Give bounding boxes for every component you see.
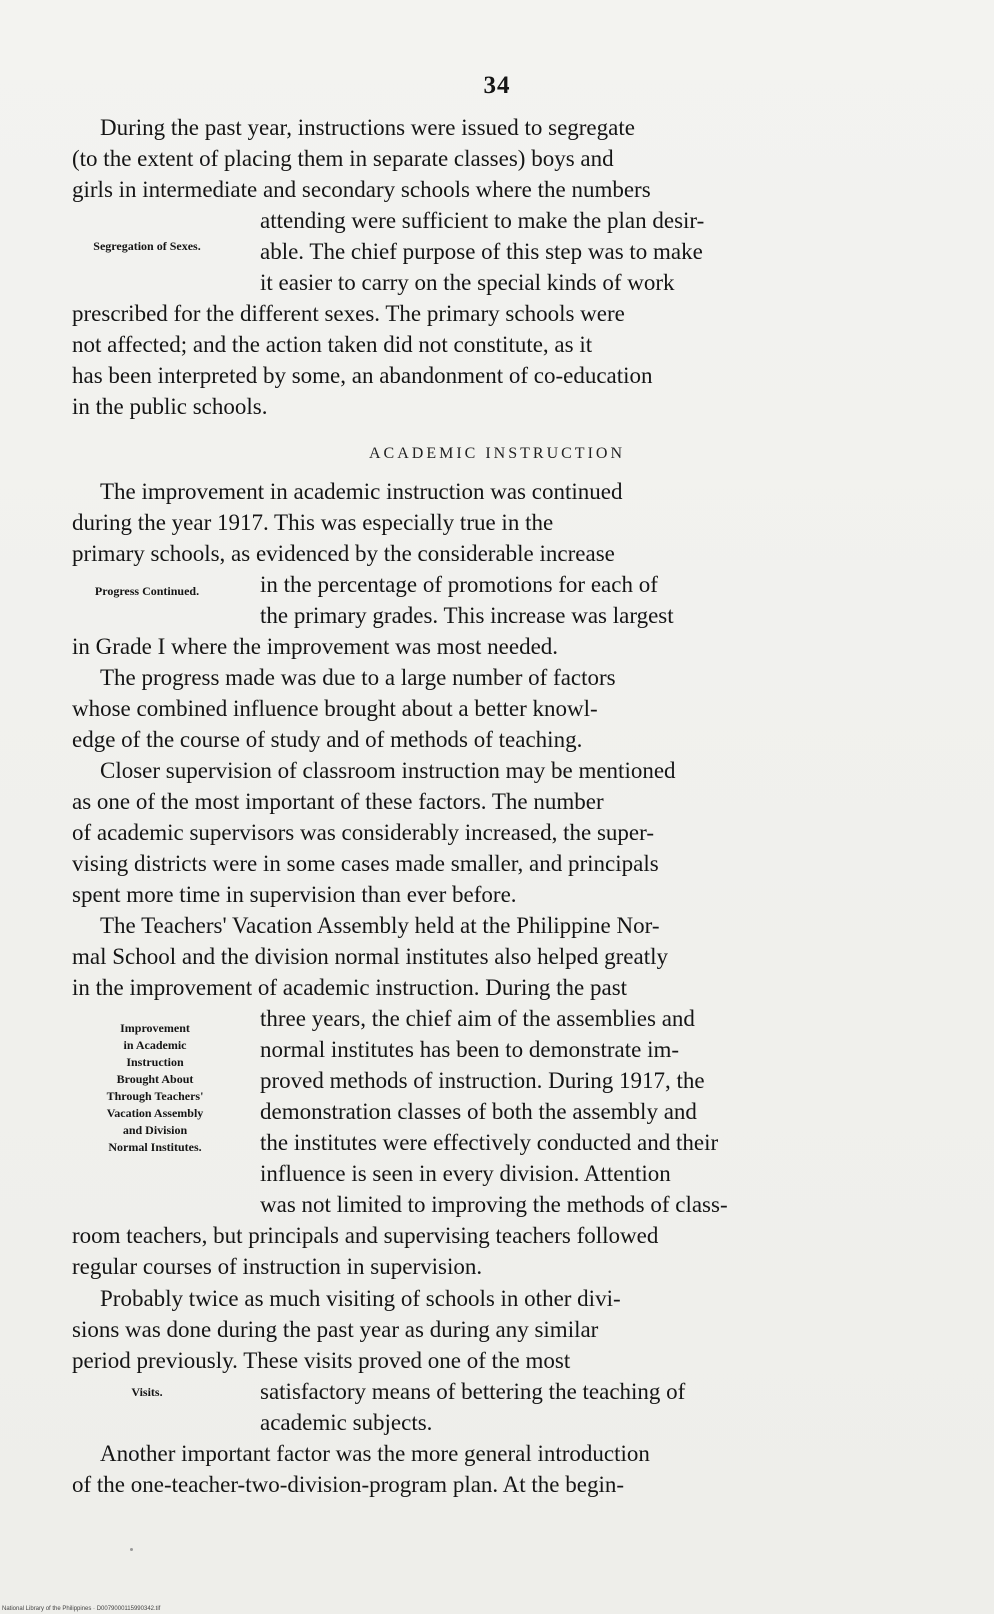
progress-paragraph (72, 476, 924, 662)
supervision-line-2: as one of the most important of these factors. The number (72, 789, 604, 814)
assembly-line-4: three years, the chief aim of the assemblies and (260, 1006, 695, 1031)
margin-note-assembly (80, 1020, 230, 1156)
segregation-line-4: attending were sufficient to make the plan desir- (260, 208, 705, 233)
closing-line-2: of the one-teacher-two-division-program plan. At the begin- (72, 1472, 624, 1497)
margin-note-assembly-line-6: Vacation Assembly (106, 1106, 204, 1120)
segregation-line-3: girls in intermediate and secondary schools where the numbers (72, 177, 651, 202)
margin-note-assembly-line-3: Instruction (126, 1055, 184, 1069)
assembly-line-1: The Teachers' Vacation Assembly held at the Philippine Nor- (100, 913, 660, 938)
section-heading: ACADEMIC INSTRUCTION (369, 445, 625, 462)
segregation-paragraph (72, 112, 924, 422)
margin-note-assembly-line-4: Brought About (116, 1072, 194, 1086)
closing-paragraph (72, 1438, 924, 1500)
margin-note-assembly-line-7: and Division (122, 1123, 188, 1137)
assembly-line-10: was not limited to improving the methods of class- (260, 1192, 728, 1217)
factors-line-3: edge of the course of study and of methods of teaching. (72, 727, 583, 752)
factors-line-1: The progress made was due to a large number of factors (100, 665, 616, 690)
visits-line-4: satisfactory means of bettering the teaching of (260, 1379, 686, 1404)
segregation-line-7: prescribed for the different sexes. The primary schools were (72, 301, 625, 326)
assembly-line-11: room teachers, but principals and supervising teachers followed (72, 1223, 659, 1248)
segregation-line-5: able. The chief purpose of this step was to make (260, 239, 703, 264)
page-number: 34 (483, 72, 511, 99)
assembly-line-2: mal School and the division normal institutes also helped greatly (72, 944, 668, 969)
factors-paragraph (72, 662, 924, 755)
segregation-line-10: in the public schools. (72, 394, 268, 419)
progress-line-3: primary schools, as evidenced by the considerable increase (72, 541, 615, 566)
margin-note-visits: Visits. (131, 1385, 163, 1399)
progress-line-6: in Grade I where the improvement was most needed. (72, 634, 559, 659)
supervision-paragraph (72, 755, 924, 910)
progress-line-2: during the year 1917. This was especially true in the (72, 510, 554, 535)
segregation-line-2: (to the extent of placing them in separate classes) boys and (72, 146, 614, 171)
scan-footer: National Library of the Philippines · D0079000115990342.tif (2, 1606, 161, 1612)
supervision-line-4: vising districts were in some cases made smaller, and principals (72, 851, 659, 876)
assembly-line-3: in the improvement of academic instruction. During the past (72, 975, 628, 1000)
assembly-line-7: demonstration classes of both the assembly and (260, 1099, 697, 1124)
visits-line-3: period previously. These visits proved one of the most (72, 1348, 571, 1373)
segregation-line-1: During the past year, instructions were issued to segregate (100, 115, 635, 140)
visits-line-2: sions was done during the past year as during any similar (72, 1317, 599, 1342)
assembly-line-5: normal institutes has been to demonstrate im- (260, 1037, 680, 1062)
assembly-line-12: regular courses of instruction in supervision. (72, 1254, 483, 1279)
progress-line-5: the primary grades. This increase was largest (260, 603, 674, 628)
margin-note-segregation: Segregation of Sexes. (93, 239, 201, 253)
progress-line-1: The improvement in academic instruction was continued (100, 479, 623, 504)
progress-line-4: in the percentage of promotions for each of (260, 572, 658, 597)
supervision-line-1: Closer supervision of classroom instruction may be mentioned (100, 758, 676, 783)
segregation-line-8: not affected; and the action taken did not constitute, as it (72, 332, 593, 357)
margin-note-assembly-line-1: Improvement (120, 1021, 190, 1035)
factors-line-2: whose combined influence brought about a better knowl- (72, 696, 598, 721)
margin-note-assembly-line-2: in Academic (123, 1038, 187, 1052)
margin-note-assembly-line-8: Normal Institutes. (108, 1140, 202, 1154)
closing-line-1: Another important factor was the more general introduction (100, 1441, 650, 1466)
supervision-line-3: of academic supervisors was considerably increased, the super- (72, 820, 654, 845)
visits-paragraph (72, 1283, 924, 1438)
margin-note-assembly-line-5: Through Teachers' (106, 1089, 204, 1103)
supervision-line-5: spent more time in supervision than ever before. (72, 882, 517, 907)
assembly-line-8: the institutes were effectively conducted and their (260, 1130, 719, 1155)
segregation-line-9: has been interpreted by some, an abandonment of co-education (72, 363, 653, 388)
segregation-line-6: it easier to carry on the special kinds of work (260, 270, 675, 295)
assembly-line-6: proved methods of instruction. During 1917, the (260, 1068, 705, 1093)
paper-smudge (130, 1548, 133, 1551)
margin-note-progress: Progress Continued. (94, 584, 200, 598)
visits-line-1: Probably twice as much visiting of schools in other divi- (100, 1286, 621, 1311)
assembly-line-9: influence is seen in every division. Attention (260, 1161, 671, 1186)
visits-line-5: academic subjects. (260, 1410, 433, 1435)
